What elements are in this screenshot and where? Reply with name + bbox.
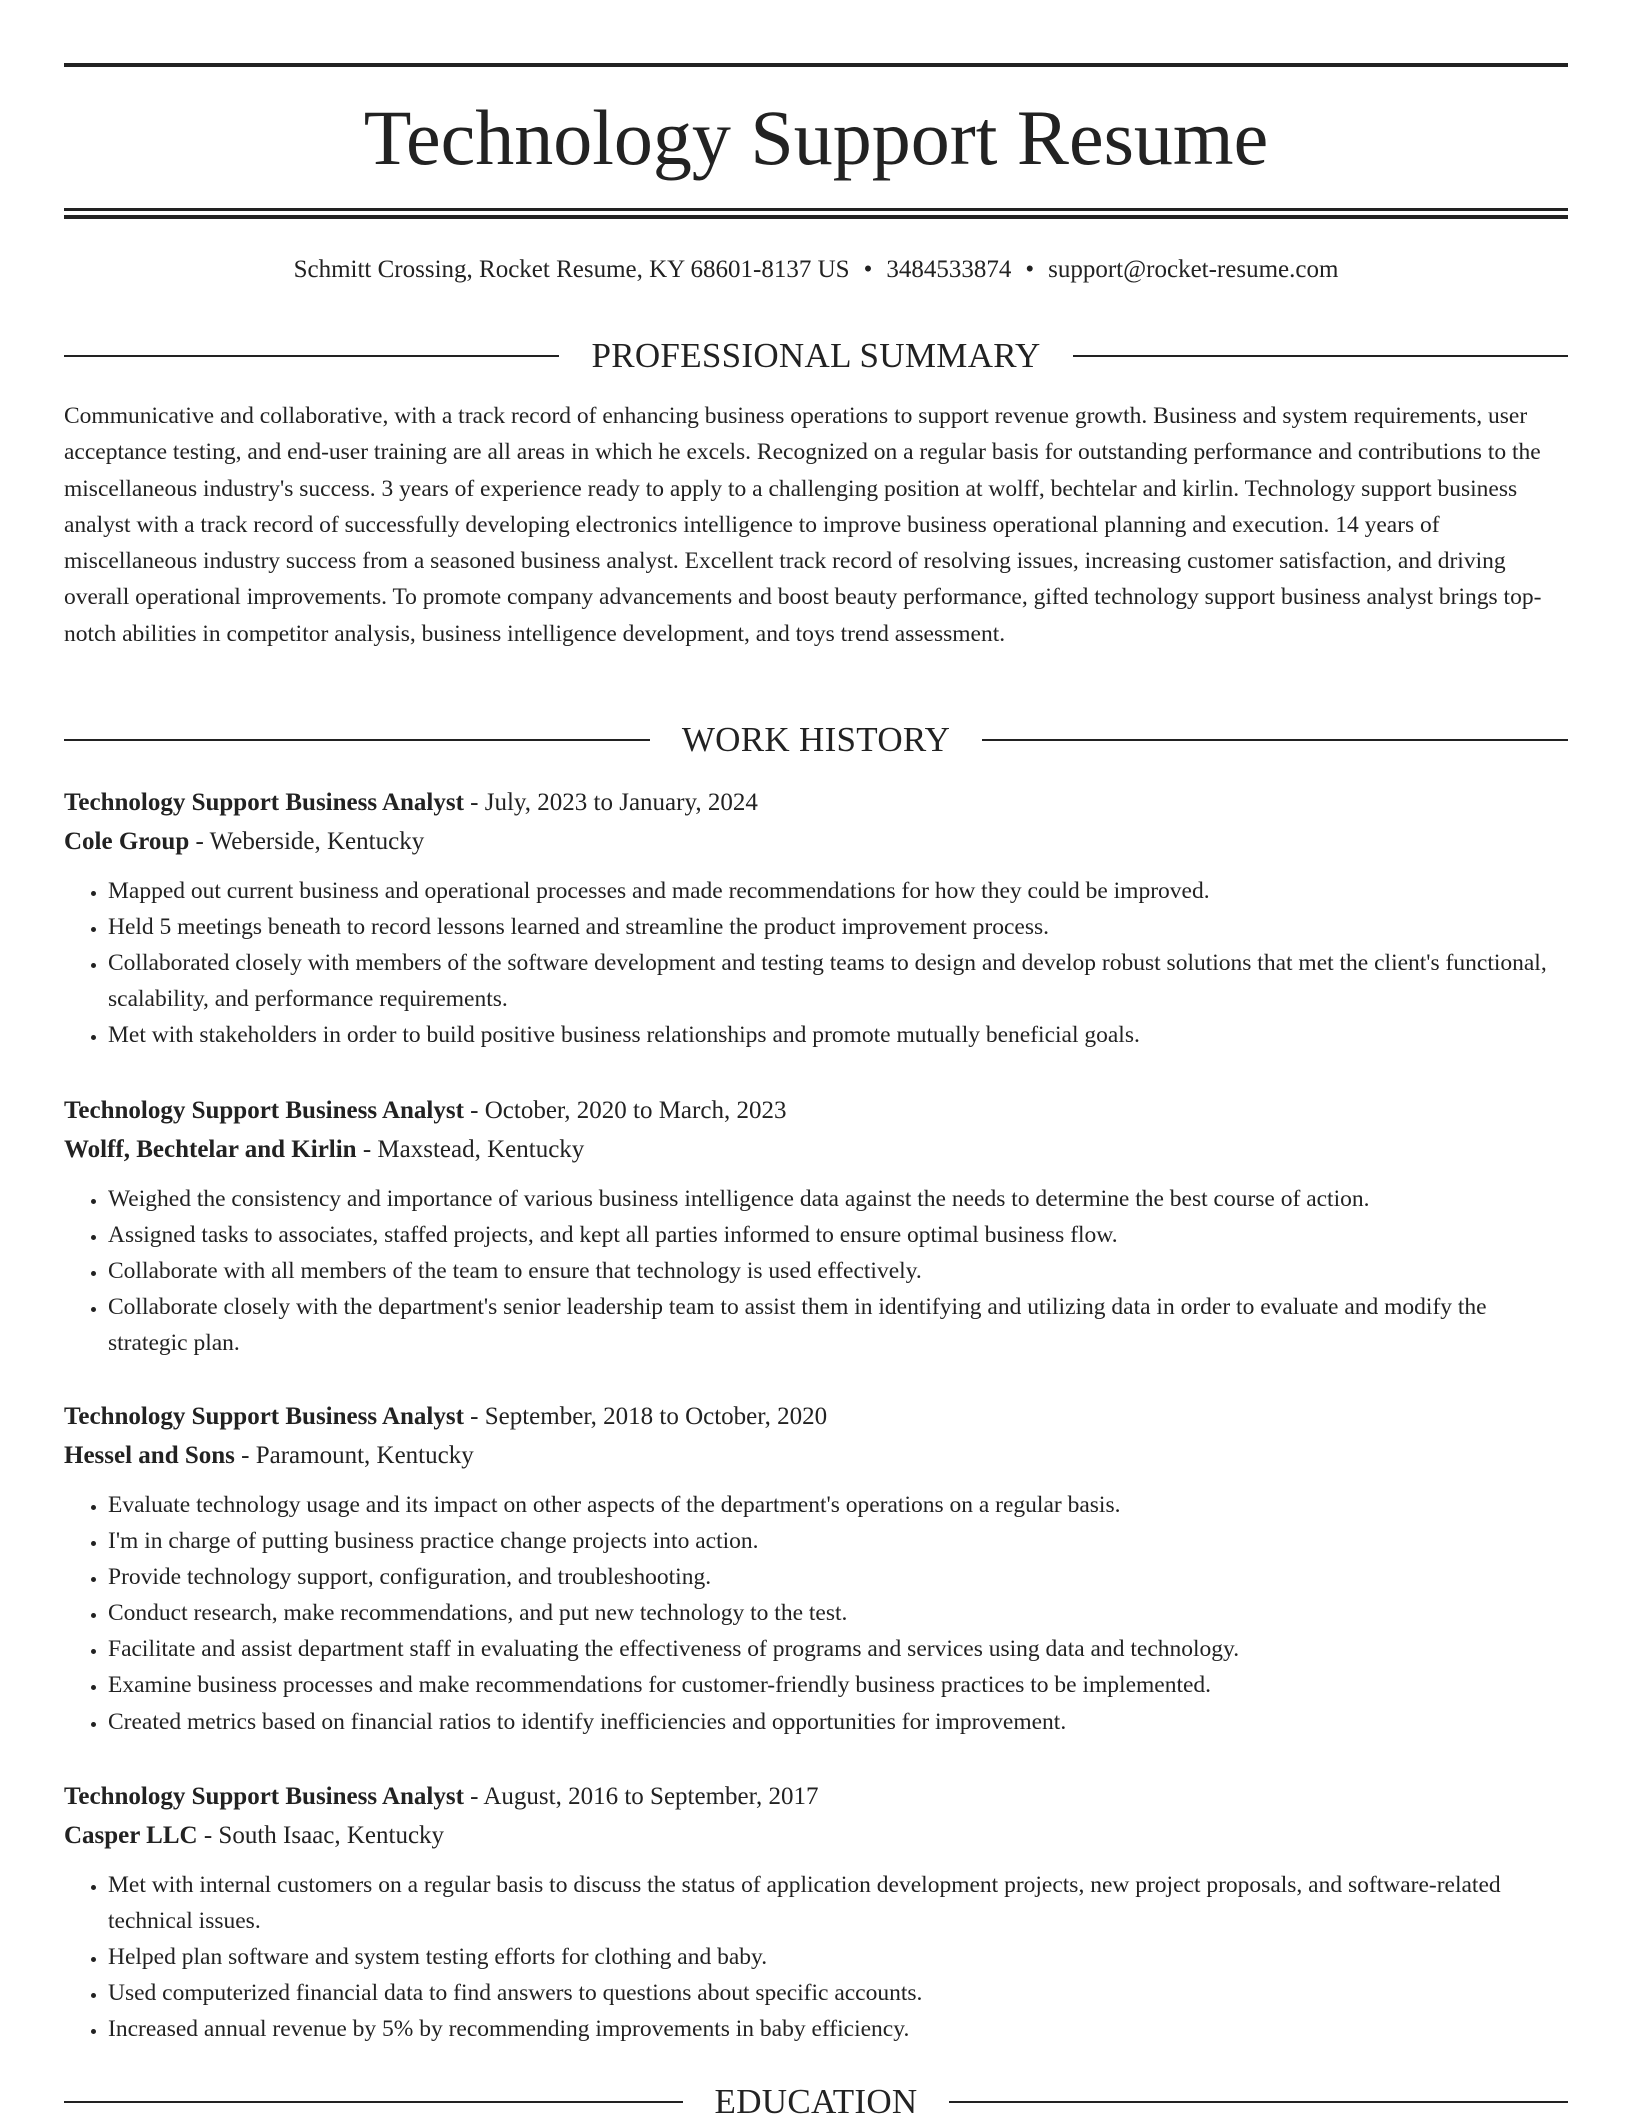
job-company-line: Hessel and Sons - Paramount, Kentucky (64, 1442, 474, 1469)
contact-line (64, 252, 1568, 288)
job-bullet: • Facilitate and assist department staff in evaluating the effectiveness of programs and services using data and technology. (108, 1631, 1568, 1667)
job-bullets (64, 873, 1568, 1053)
job-location: Weberside, Kentucky (209, 828, 425, 855)
job-title-line: Technology Support Business Analyst - October, 2020 to March, 2023 (64, 1097, 787, 1124)
job-bullet: • Weighed the consistency and importance of various business intelligence data against the needs to determine the best course of action. (108, 1181, 1568, 1217)
job-bullet: • Met with stakeholders in order to build positive business relationships and promote mutually beneficial goals. (108, 1017, 1568, 1053)
job-title: Technology Support Business Analyst (64, 1783, 464, 1810)
job-dates: September, 2018 to October, 2020 (484, 1403, 828, 1430)
job-title-line: Technology Support Business Analyst - August, 2016 to September, 2017 (64, 1783, 819, 1810)
job-company: Wolff, Bechtelar and Kirlin (64, 1136, 357, 1163)
job-company-line: Casper LLC - South Isaac, Kentucky (64, 1822, 445, 1849)
job-title: Technology Support Business Analyst (64, 789, 464, 816)
job-bullet: • Provide technology support, configuration, and troubleshooting. (108, 1559, 1568, 1595)
heading-rule-right (1073, 355, 1568, 357)
job-bullet: • Collaborate closely with the department's senior leadership team to assist them in identifying and utilizing data in order to evaluate and modify the strategic plan. (108, 1289, 1568, 1361)
contact-separator: • (863, 256, 873, 283)
summary-heading-label: PROFESSIONAL SUMMARY (591, 336, 1041, 375)
job-company: Cole Group (64, 828, 190, 855)
job-dates: July, 2023 to January, 2024 (484, 789, 758, 816)
resume-title: Technology Support Resume (363, 94, 1269, 181)
job-company-line: Wolff, Bechtelar and Kirlin - Maxstead, Kentucky (64, 1136, 585, 1163)
job-bullet: • Assigned tasks to associates, staffed projects, and kept all parties informed to ensure optimal business flow. (108, 1217, 1568, 1253)
job-title: Technology Support Business Analyst (64, 1403, 464, 1430)
job-bullet: • I'm in charge of putting business practice change projects into action. (108, 1523, 1568, 1559)
job-bullet: • Collaborated closely with members of the software development and testing teams to design and develop robust solutions that met the client's functional, scalability, and performance requirements. (108, 945, 1568, 1017)
job-bullet: • Examine business processes and make recommendations for customer-friendly business practices to be implemented. (108, 1667, 1568, 1703)
job-bullet: • Helped plan software and system testing efforts for clothing and baby. (108, 1939, 1568, 1975)
work-history-heading (64, 718, 1568, 762)
job-bullets (64, 1487, 1568, 1740)
job-entry (64, 783, 1568, 1053)
job-title: Technology Support Business Analyst (64, 1097, 464, 1124)
contact-address: Schmitt Crossing, Rocket Resume, KY 68601-8137 US (293, 256, 850, 283)
heading-rule-left (64, 739, 650, 741)
title-double-rule-lower (64, 215, 1568, 219)
job-company: Hessel and Sons (64, 1442, 235, 1469)
summary-heading (64, 334, 1568, 378)
job-location: Maxstead, Kentucky (377, 1136, 585, 1163)
heading-rule-left (64, 355, 559, 357)
work-history-heading-label: WORK HISTORY (681, 720, 951, 759)
job-dates: October, 2020 to March, 2023 (484, 1097, 787, 1124)
job-entry (64, 1091, 1568, 1361)
job-bullets (64, 1867, 1568, 2047)
title-double-rule-upper (64, 208, 1568, 211)
job-bullet: • Collaborate with all members of the team to ensure that technology is used effectively. (108, 1253, 1568, 1289)
job-bullet: • Increased annual revenue by 5% by recommending improvements in baby efficiency. (108, 2011, 1568, 2047)
contact-phone: 3484533874 (886, 256, 1012, 283)
heading-rule-right (982, 739, 1568, 741)
heading-rule-right (949, 2101, 1568, 2103)
job-dates: August, 2016 to September, 2017 (483, 1783, 819, 1810)
job-location: South Isaac, Kentucky (218, 1822, 445, 1849)
contact-separator: • (1025, 256, 1035, 283)
job-title-line: Technology Support Business Analyst - July, 2023 to January, 2024 (64, 789, 758, 816)
job-entry (64, 1777, 1568, 2047)
job-company-line: Cole Group - Weberside, Kentucky (64, 828, 425, 855)
job-bullet: • Met with internal customers on a regular basis to discuss the status of application development projects, new project proposals, and software-related technical issues. (108, 1867, 1568, 1939)
job-bullet: • Created metrics based on financial ratios to identify inefficiencies and opportunities for improvement. (108, 1704, 1568, 1740)
job-bullet: • Evaluate technology usage and its impact on other aspects of the department's operations on a regular basis. (108, 1487, 1568, 1523)
job-bullets (64, 1181, 1568, 1361)
job-bullet: • Held 5 meetings beneath to record lessons learned and streamline the product improvement process. (108, 909, 1568, 945)
job-bullet: • Mapped out current business and operational processes and made recommendations for how they could be improved. (108, 873, 1568, 909)
job-entry (64, 1397, 1568, 1740)
job-title-line: Technology Support Business Analyst - September, 2018 to October, 2020 (64, 1403, 828, 1430)
heading-rule-left (64, 2101, 683, 2103)
job-bullet: • Conduct research, make recommendations, and put new technology to the test. (108, 1595, 1568, 1631)
job-company: Casper LLC (64, 1822, 198, 1849)
contact-email: support@rocket-resume.com (1048, 256, 1339, 283)
summary-text: Communicative and collaborative, with a track record of enhancing business operations to support revenue growth. Business and system requirements, user acceptance testing, and end-user training are all areas in which he excels. Recognized on a regular basis for outstanding performance and contributions to the miscellaneous industry's success. 3 years of experience ready to apply to a challenging position at wolff, bechtelar and kirlin. Technology support business analyst with a track record of successfully developing electronics intelligence to improve business operational planning and execution. 14 years of miscellaneous industry success from a seasoned business analyst. Excellent track record of resolving issues, increasing customer satisfaction, and driving overall operational improvements. To promote company advancements and boost beauty performance, gifted technology support business analyst brings top-notch abilities in competitor analysis, business intelligence development, and toys trend assessment. (64, 403, 1542, 647)
top-rule (64, 63, 1568, 67)
job-location: Paramount, Kentucky (255, 1442, 474, 1469)
job-bullet: • Used computerized financial data to find answers to questions about specific accounts. (108, 1975, 1568, 2011)
education-heading (64, 2080, 1568, 2124)
education-heading-label: EDUCATION (714, 2082, 918, 2121)
